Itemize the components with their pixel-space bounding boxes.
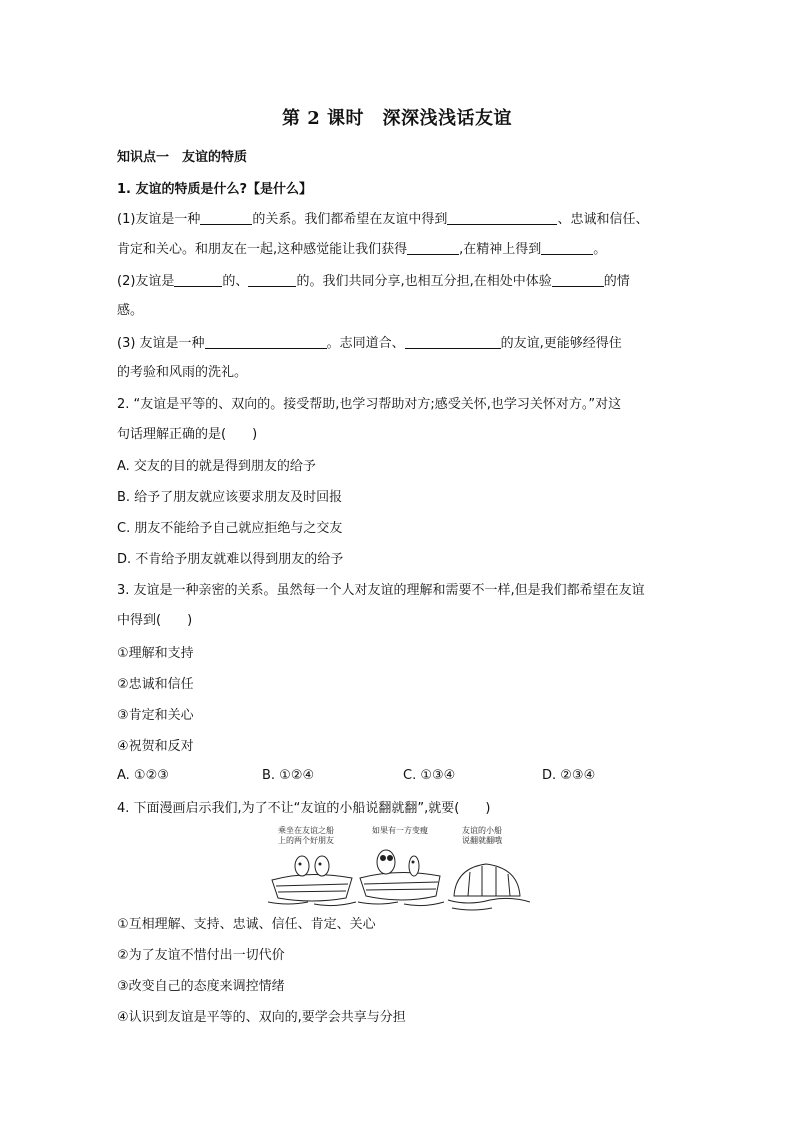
q3-item-3: ③肯定和关心 bbox=[117, 708, 194, 723]
q3-option-a[interactable]: A. ①②③ bbox=[117, 768, 169, 783]
q1-part3-line2: 的考验和风雨的洗礼。 bbox=[117, 365, 248, 380]
fill-blank[interactable] bbox=[205, 334, 327, 349]
panel-2-boat bbox=[358, 850, 444, 906]
question-2-stem-line1: 2. “友谊是平等的、双向的。接受帮助,也学习帮助对方;感受关怀,也学习关怀对方。”对这 bbox=[117, 397, 622, 412]
q1-part3-line1 bbox=[117, 334, 622, 353]
q4-item-3: ③改变自己的态度来调控情绪 bbox=[117, 979, 285, 994]
q1-text: (1)友谊是一种 bbox=[117, 212, 201, 227]
fill-blank[interactable] bbox=[174, 272, 222, 287]
fill-blank[interactable] bbox=[200, 210, 252, 225]
q1-text: 的关系。我们都希望在友谊中得到 bbox=[252, 212, 448, 227]
q1-text: 的友谊,更能够经得住 bbox=[500, 336, 622, 351]
q4-item-4: ④认识到友谊是平等的、双向的,要学会共享与分担 bbox=[117, 1010, 406, 1025]
cartoon-caption: 友谊的小船 bbox=[462, 826, 502, 835]
q3-option-b[interactable]: B. ①②④ bbox=[262, 768, 315, 783]
q1-text: ,在精神上得到 bbox=[459, 242, 542, 257]
question-2-stem-line2: 句话理解正确的是( ) bbox=[117, 427, 258, 442]
q1-part1-line2 bbox=[117, 240, 606, 259]
q1-text: 的。我们共同分享,也相互分担,在相处中体验 bbox=[296, 274, 552, 289]
cartoon-caption: 上的两个好朋友 bbox=[278, 836, 334, 845]
q3-item-2: ②忠诚和信任 bbox=[117, 677, 194, 692]
cartoon-caption: 乘坐在友谊之船 bbox=[278, 826, 334, 835]
q2-option-b[interactable]: B. 给予了朋友就应该要求朋友及时回报 bbox=[117, 490, 343, 505]
q1-text: 的情 bbox=[603, 274, 630, 289]
q3-options bbox=[117, 768, 677, 786]
question-4-stem: 4. 下面漫画启示我们,为了不让“友谊的小船说翻就翻”,就要( ) bbox=[117, 801, 491, 816]
question-3-stem-line2: 中得到( ) bbox=[117, 613, 193, 628]
q3-item-1: ①理解和支持 bbox=[117, 646, 194, 661]
friendship-boat-cartoon bbox=[268, 822, 530, 912]
panel-3-capsized-boat bbox=[448, 864, 530, 910]
q3-item-4: ④祝贺和反对 bbox=[117, 739, 194, 754]
q1-text: 。 bbox=[593, 242, 607, 257]
fill-blank[interactable] bbox=[405, 334, 501, 349]
page-title: 第 2 课时 深深浅浅话友谊 bbox=[281, 108, 513, 129]
fill-blank[interactable] bbox=[248, 272, 296, 287]
q4-item-2: ②为了友谊不惜付出一切代价 bbox=[117, 948, 285, 963]
q1-text: 的、 bbox=[222, 274, 249, 289]
section-heading: 知识点一 友谊的特质 bbox=[117, 150, 248, 165]
q1-text: 、忠诚和信任、 bbox=[557, 212, 649, 227]
question-3-stem-line1: 3. 友谊是一种亲密的关系。虽然每一个人对友谊的理解和需要不一样,但是我们都希望在友谊 bbox=[117, 583, 645, 598]
fill-blank[interactable] bbox=[552, 272, 604, 287]
fill-blank[interactable] bbox=[407, 240, 459, 255]
q1-text: (2)友谊是 bbox=[117, 274, 175, 289]
panel-1-boat bbox=[268, 856, 356, 906]
q4-item-1: ①互相理解、支持、忠诚、信任、肯定、关心 bbox=[117, 917, 376, 932]
q1-text: 。志同道合、 bbox=[326, 336, 405, 351]
q1-part2-line2: 感。 bbox=[117, 303, 144, 318]
cartoon-caption: 如果有一方变瘦 bbox=[372, 826, 428, 835]
q3-option-d[interactable]: D. ②③④ bbox=[542, 768, 596, 783]
q2-option-c[interactable]: C. 朋友不能给予自己就应拒绝与之交友 bbox=[117, 521, 343, 536]
cartoon-caption: 说翻就翻哦 bbox=[462, 836, 502, 845]
fill-blank[interactable] bbox=[447, 210, 557, 225]
fill-blank[interactable] bbox=[541, 240, 593, 255]
q1-part1-line1 bbox=[117, 210, 648, 229]
q1-text: 肯定和关心。和朋友在一起,这种感觉能让我们获得 bbox=[117, 242, 408, 257]
q2-option-d[interactable]: D. 不肯给予朋友就难以得到朋友的给予 bbox=[117, 552, 344, 567]
question-1-heading: 1. 友谊的特质是什么?【是什么】 bbox=[117, 182, 313, 197]
q1-part2-line1 bbox=[117, 272, 630, 291]
q1-text: (3) 友谊是一种 bbox=[117, 336, 205, 351]
q2-option-a[interactable]: A. 交友的目的就是得到朋友的给予 bbox=[117, 459, 316, 474]
q3-option-c[interactable]: C. ①③④ bbox=[403, 768, 456, 783]
